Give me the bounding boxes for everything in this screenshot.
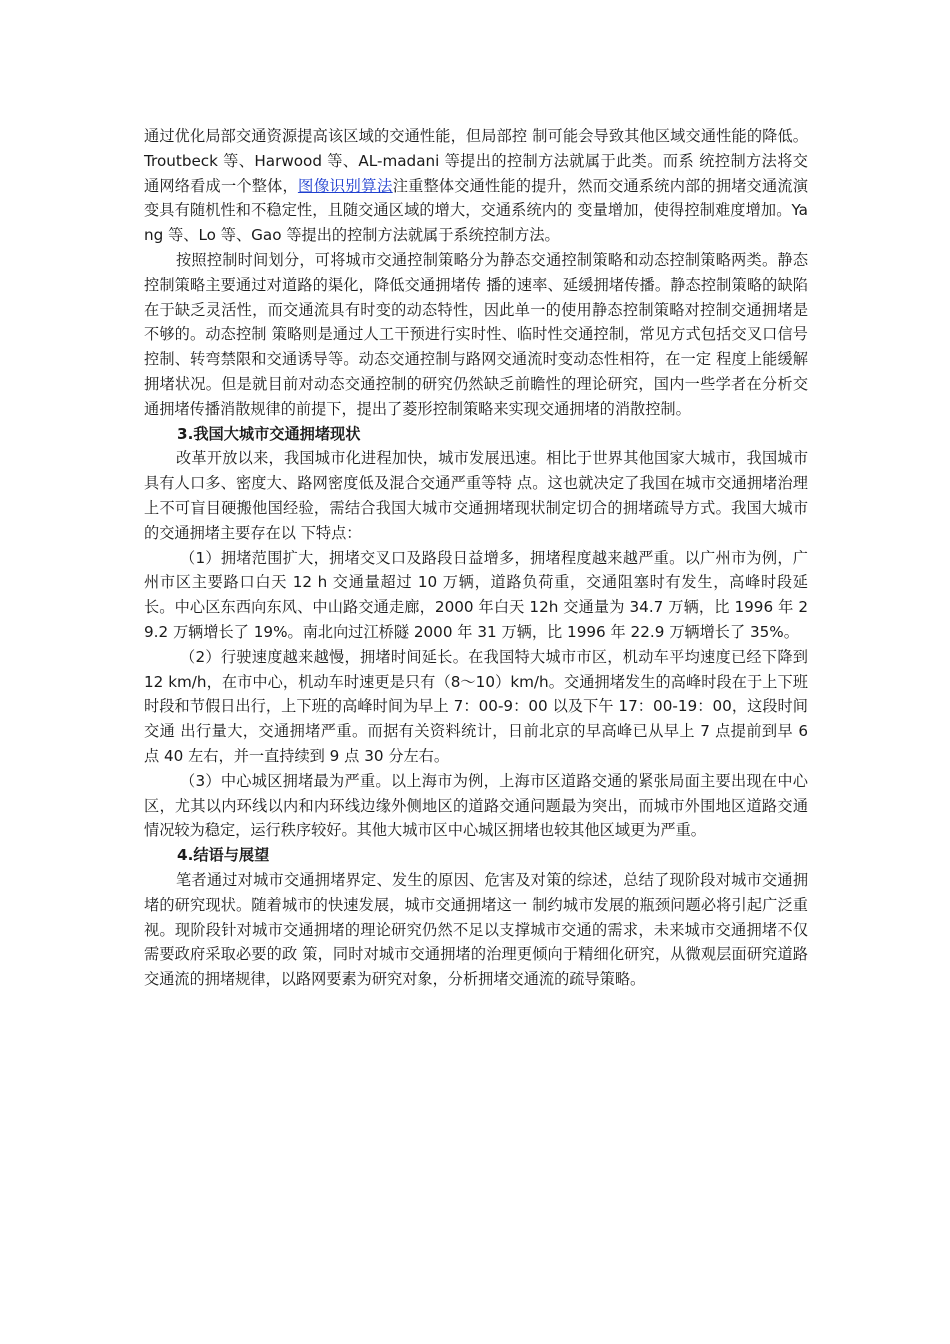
list-item-1: （1）拥堵范围扩大，拥堵交叉口及路段日益增多，拥堵程度越来越严重。以广州市为例，广州市区主要路口白天 12 h 交通量超过 10 万辆，道路负荷重，交通阻塞时有发生，高峰时段延长。中心区东西向东风、中山路交通走廊，2000 年白天 12h 交通量为 34.7 万辆，比 1996 年 29.2 万辆增长了 19%。南北向过江桥隧 2000 年 31 万辆，比 1996 年 22.9 万辆增长了 35%。	[144, 548, 808, 641]
paragraph-reform: 改革开放以来，我国城市化进程加快，城市发展迅速。相比于世界其他国家大城市，我国城市具有人口多、密度大、路网密度低及混合交通严重等特 点。这也就决定了我国在城市交通拥堵治理上不可盲目硬搬他国经验，需结合我国大城市交通拥堵现状制定切合的拥堵疏导方式。我国大城市的交通拥堵主要存在以 下特点：	[144, 449, 808, 542]
document-body	[144, 124, 808, 992]
section-heading-3: 3.我国大城市交通拥堵现状	[177, 424, 361, 443]
paragraph-text: 通过优化局部交通资源提高该区域的交通性能，但局部控 制可能会导致其他区域交通性能的降低。Troutbeck 等、Harwood 等、AL-madani 等提出的控制方法就属于此类。而系 统控制方法将交通网络看成一个整体，	[144, 127, 808, 195]
paragraph-control-methods	[144, 124, 808, 248]
paragraph-control-time: 按照控制时间划分，可将城市交通控制策略分为静态交通控制策略和动态控制策略两类。静态控制策略主要通过对道路的渠化，降低交通拥堵传 播的速率、延缓拥堵传播。静态控制策略的缺陷在于缺乏灵活性，而交通流具有时变的动态特性，因此单一的使用静态控制策略对控制交通拥堵是不够的。动态控制 策略则是通过人工干预进行实时性、临时性交通控制，常见方式包括交叉口信号控制、转弯禁限和交通诱导等。动态交通控制与路网交通流时变动态性相符，在一定 程度上能缓解拥堵状况。但是就目前对动态交通控制的研究仍然缺乏前瞻性的理论研究，国内一些学者在分析交通拥堵传播消散规律的前提下，提出了菱形控制策略来实现交通拥堵的消散控制。	[144, 250, 808, 418]
paragraph-conclusion: 笔者通过对城市交通拥堵界定、发生的原因、危害及对策的综述，总结了现阶段对城市交通拥堵的研究现状。随着城市的快速发展，城市交通拥堵这一 制约城市发展的瓶颈问题必将引起广泛重视。现阶段针对城市交通拥堵的理论研究仍然不足以支撑城市交通的需求，未来城市交通拥堵不仅需要政府采取必要的政 策，同时对城市交通拥堵的治理更倾向于精细化研究，从微观层面研究道路交通流的拥堵规律，以路网要素为研究对象，分析拥堵交通流的疏导策略。	[144, 870, 808, 989]
list-item-3: （3）中心城区拥堵最为严重。以上海市为例，上海市区道路交通的紧张局面主要出现在中心区，尤其以内环线以内和内环线边缘外侧地区的道路交通问题最为突出，而城市外围地区道路交通情况较为稳定，运行秩序较好。其他大城市区中心城区拥堵也较其他区域更为严重。	[144, 771, 808, 840]
list-item-2: （2）行驶速度越来越慢，拥堵时间延长。在我国特大城市市区，机动车平均速度已经下降到 12 km/h，在市中心，机动车时速更是只有（8～10）km/h。交通拥堵发生的高峰时段在于上下班时段和节假日出行，上下班的高峰时间为早上 7：00-9：00 以及下午 17：00-19：00，这段时间交通 出行量大，交通拥堵严重。而据有关资料统计，日前北京的早高峰已从早上 7 点提前到早 6 点 40 左右，并一直持续到 9 点 30 分左右。	[144, 647, 808, 765]
image-recognition-algorithm-link[interactable]: 图像识别算法	[297, 176, 393, 195]
paragraph-text: 注重整体交通性能的提升，然而交通系统内部的拥堵交通流演变具有随机性和不稳定性，且随交通区域的增大，交通系统内的 变量增加，使得控制难度增加。Yang 等、Lo 等、Gao 等提出的控制方法就属于系统控制方法。	[144, 176, 809, 245]
section-heading-4: 4.结语与展望	[177, 846, 270, 865]
